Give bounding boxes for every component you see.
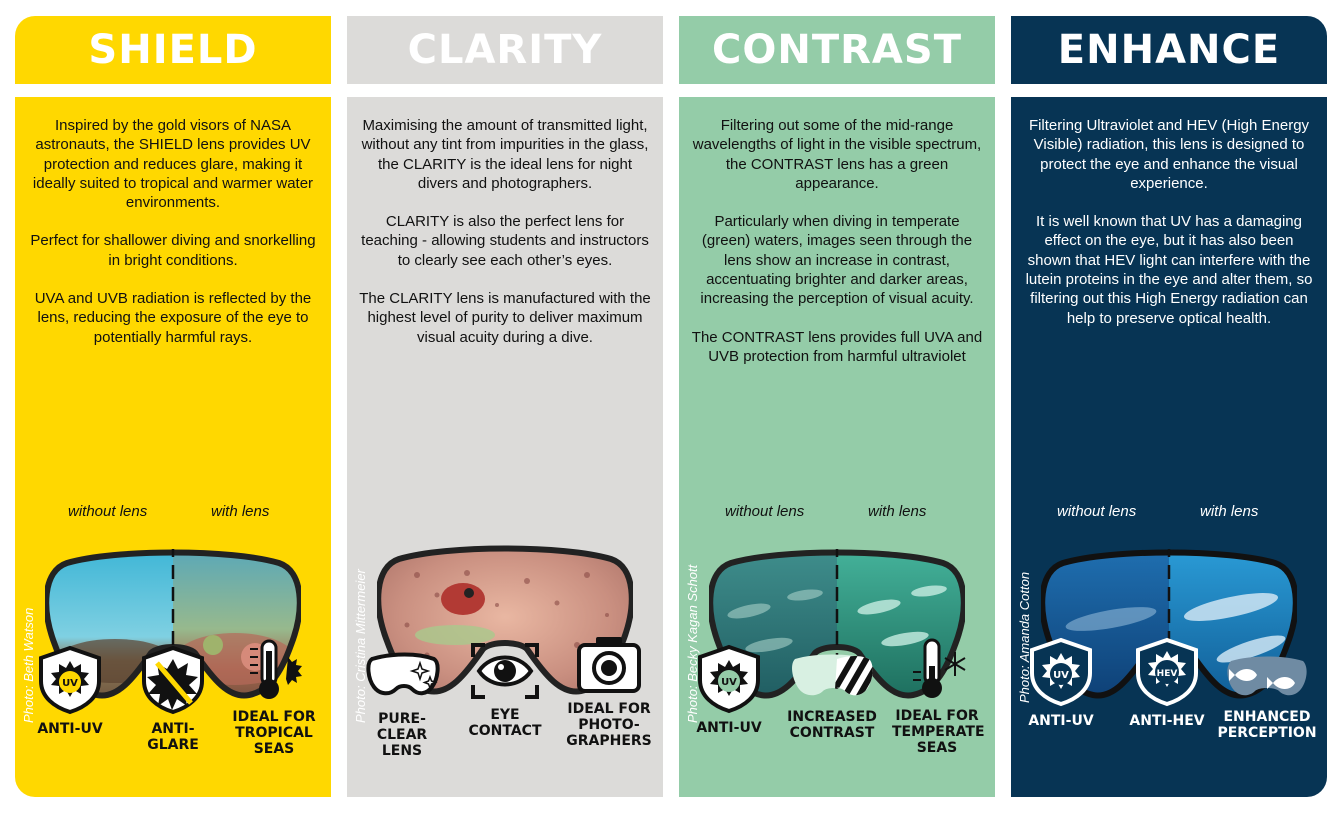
temperate-seas-feature (892, 636, 985, 756)
label-with-lens: with lens (1200, 503, 1259, 520)
enhanced-perception-feature (1217, 653, 1317, 741)
clarity-column (347, 16, 663, 797)
fish-goggle-icon (1225, 653, 1309, 703)
increased-contrast-feature (787, 651, 877, 741)
sparkling-goggle-icon (362, 649, 442, 705)
paragraph: Filtering out some of the mid-range wavelengths of light in the visible spectrum, the CONTRAST lens has a green appearance. (692, 117, 982, 192)
shield-panel (15, 97, 331, 797)
pure-clear-lens-feature (357, 649, 447, 759)
feature-caption: ANTI-GLARE (147, 721, 199, 753)
uv-badge: UV (721, 677, 737, 688)
thermometer-snow-icon (903, 636, 971, 702)
tropical-seas-feature (229, 637, 319, 757)
uv-shield-icon (695, 644, 763, 714)
column-title: CLARITY (347, 16, 663, 84)
paragraph: Inspired by the gold visors of NASA astronauts, the SHIELD lens provides UV protection and reduces glare, making it ideally suited to tropical and warmer water environments. (32, 117, 314, 212)
paragraph: Maximising the amount of transmitted light, without any tint from impurities in the glass, the CLARITY is the ideal lens for night divers and photographers. (361, 117, 649, 192)
enhance-panel (1011, 97, 1327, 797)
photographers-feature (564, 633, 654, 749)
paragraph: CLARITY is also the perfect lens for teaching - allowing students and instructors to clearly see each other’s eyes. (361, 213, 649, 269)
description (357, 116, 653, 366)
feature-caption: IDEAL FOR PHOTO-GRAPHERS (566, 701, 652, 749)
uv-badge: UV (1053, 670, 1069, 681)
label-with-lens: with lens (211, 503, 270, 520)
feature-caption: ENHANCED PERCEPTION (1217, 709, 1317, 741)
column-title: CONTRAST (679, 16, 995, 84)
photo-credit: Photo: Becky Kagan Schott (685, 564, 700, 723)
feature-caption: ANTI-UV (696, 720, 762, 736)
clarity-panel (347, 97, 663, 797)
label-without-lens: without lens (68, 503, 148, 520)
thermometer-sun-icon (240, 637, 308, 703)
feature-caption: EYE CONTACT (468, 707, 542, 739)
feature-caption: ANTI-HEV (1129, 713, 1205, 729)
anti-uv-feature (684, 644, 774, 736)
paragraph: Perfect for shallower diving and snorkelling in bright conditions. (30, 232, 316, 269)
feature-caption: PURE-CLEAR LENS (376, 711, 428, 759)
uv-badge: UV (62, 678, 78, 689)
uv-shield-icon (36, 645, 104, 715)
paragraph: UVA and UVB radiation is reflected by the lens, reducing the exposure of the eye to potentially harmful rays. (34, 290, 312, 346)
feature-caption: INCREASED CONTRAST (787, 709, 877, 741)
description (1021, 116, 1317, 347)
description (25, 116, 321, 366)
camera-icon (576, 633, 642, 695)
label-without-lens: without lens (725, 503, 805, 520)
label-without-lens: without lens (1057, 503, 1137, 520)
shield-column (15, 16, 331, 797)
anti-hev-feature (1122, 637, 1212, 729)
anti-glare-shield-icon (139, 645, 207, 715)
paragraph: Particularly when diving in temperate (green) waters, images seen through the lens show an increase in contrast, accentuating brighter and darker areas, increasing the perception of visual acuity. (700, 213, 974, 308)
feature-caption: ANTI-UV (37, 721, 103, 737)
enhance-column (1011, 16, 1327, 797)
photo-credit: Photo: Cristina Mittermeier (353, 569, 368, 723)
anti-glare-feature (128, 645, 218, 753)
column-title: ENHANCE (1011, 16, 1327, 84)
contrast-lens-icon (787, 651, 877, 703)
feature-caption: ANTI-UV (1028, 713, 1094, 729)
column-title: SHIELD (15, 16, 331, 84)
paragraph: It is well known that UV has a damaging effect on the eye, but it has also been shown that HEV light can interfere with the lutein proteins in the eye and alter them, so filtering out this High Energy radiation can help to preserve optical health. (1025, 213, 1313, 327)
feature-caption: IDEAL FOR TEMPERATE SEAS (892, 708, 985, 756)
hev-shield-icon (1133, 637, 1201, 707)
feature-caption: IDEAL FOR TROPICAL SEAS (232, 709, 316, 757)
anti-uv-feature (1016, 637, 1106, 729)
eye-icon (469, 641, 541, 701)
anti-uv-feature (25, 645, 115, 737)
eye-contact-feature (460, 641, 550, 739)
paragraph: Filtering Ultraviolet and HEV (High Energy Visible) radiation, this lens is designed to protect the eye and enhance the visual experience. (1028, 117, 1310, 192)
description (689, 116, 985, 385)
contrast-column (679, 16, 995, 797)
paragraph: The CONTRAST lens provides full UVA and UVB protection from harmful ultraviolet (691, 328, 983, 365)
paragraph: The CLARITY lens is manufactured with the highest level of purity to deliver maximum visual acuity during a dive. (359, 290, 651, 346)
contrast-panel (679, 97, 995, 797)
photo-credit: Photo: Amanda Cotton (1017, 571, 1032, 703)
photo-credit: Photo: Beth Watson (21, 607, 36, 723)
hev-badge: HEV (1156, 669, 1178, 679)
label-with-lens: with lens (868, 503, 927, 520)
uv-shield-icon (1027, 637, 1095, 707)
